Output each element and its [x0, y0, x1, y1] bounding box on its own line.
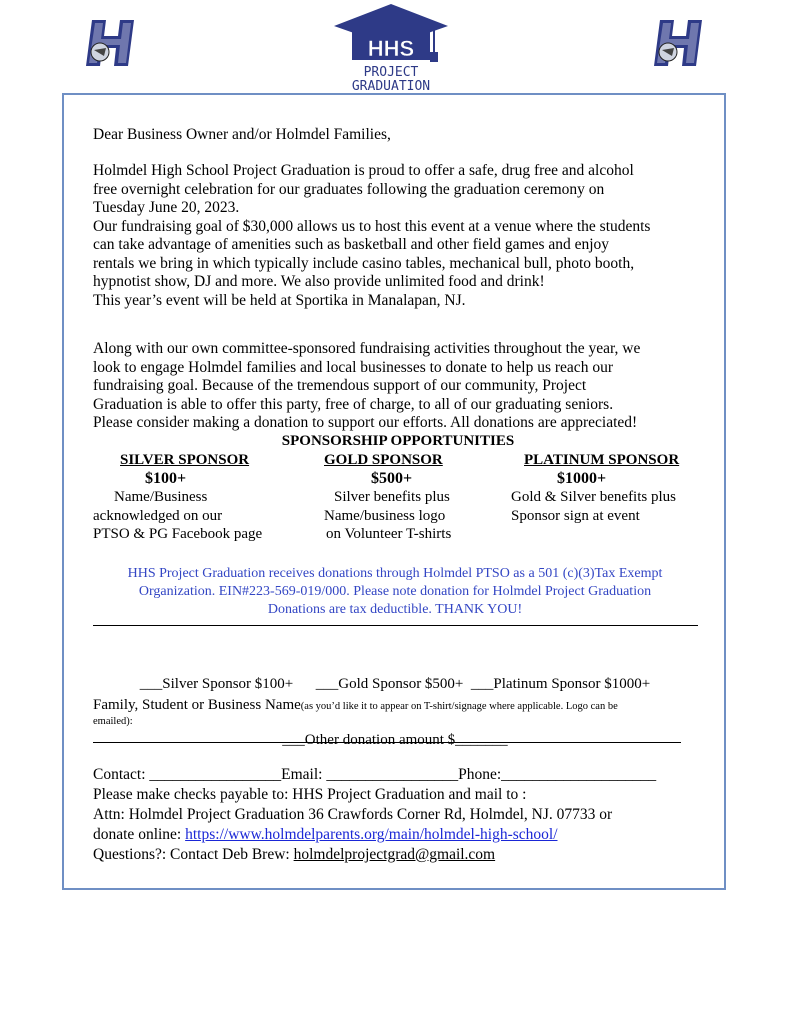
questions-label: Questions?: Contact Deb Brew:: [93, 846, 294, 863]
support-paragraph: [93, 340, 703, 433]
platinum-tier-price: $1000+: [557, 469, 607, 487]
donate-online-line: [93, 826, 703, 845]
contact-line[interactable]: Contact: _________________Email: _________________Phone:____________________: [93, 766, 657, 783]
intro-paragraph: [93, 162, 703, 310]
logo-project-text: PROJECT: [363, 65, 419, 80]
silver-tier-benefit: PTSO & PG Facebook page: [93, 526, 263, 542]
gold-sponsor-tier: [324, 451, 484, 544]
mailing-address-line: Attn: Holmdel Project Graduation 36 Crawfords Corner Rd, Holmdel, NJ. 07733 or: [93, 806, 613, 823]
support-line: fundraising goal. Because of the tremendous support of our community, Project: [93, 377, 587, 394]
donate-online-label: donate online:: [93, 826, 186, 843]
contact-email-link[interactable]: holmdelprojectgrad@gmail.com: [293, 846, 496, 863]
other-donation-amount[interactable]: ___Other donation amount $_______: [282, 731, 508, 748]
intro-line: Tuesday June 20, 2023.: [93, 199, 240, 216]
tax-exempt-note: [80, 565, 710, 619]
platinum-sponsor-tier: [511, 451, 711, 525]
platinum-tier-name: PLATINUM SPONSOR: [524, 452, 680, 468]
holmdel-h-logo-right: [652, 16, 706, 70]
donate-online-link[interactable]: https://www.holmdelparents.org/main/holmdel-high-school/: [185, 826, 558, 843]
name-field-note-cont: emailed):: [93, 716, 133, 727]
tax-note-line: HHS Project Graduation receives donations through Holmdel PTSO as a 501 (c)(3)Tax Exempt: [127, 566, 663, 581]
greeting: Dear Business Owner and/or Holmdel Families,: [93, 126, 391, 143]
intro-line: Holmdel High School Project Graduation is proud to offer a safe, drug free and alcohol: [93, 162, 634, 179]
name-field-line[interactable]: [93, 742, 681, 743]
gold-tier-benefit: Name/business logo: [324, 507, 446, 524]
silver-tier-benefit: Name/Business: [114, 489, 208, 505]
questions-line: [93, 846, 703, 865]
tax-note-line: Donations are tax deductible. THANK YOU!: [267, 602, 523, 617]
intro-line: Our fundraising goal of $30,000 allows us to host this event at a venue where the students: [93, 217, 651, 235]
form-divider: [93, 625, 698, 626]
intro-line: This year’s event will be held at Sportika in Manalapan, NJ.: [93, 291, 466, 309]
silver-tier-name: SILVER SPONSOR: [120, 452, 250, 468]
name-field-note: (as you’d like it to appear on T-shirt/signage where applicable. Logo can be: [300, 701, 618, 712]
gold-tier-name: GOLD SPONSOR: [324, 452, 443, 468]
checks-payable-line: Please make checks payable to: HHS Project Graduation and mail to :: [93, 786, 527, 803]
donation-tier-options[interactable]: ___Silver Sponsor $100+ ___Gold Sponsor $500+ ___Platinum Sponsor $1000+: [139, 676, 651, 692]
intro-line: hypnotist show, DJ and more. We also provide unlimited food and drink!: [93, 273, 545, 290]
intro-line: can take advantage of amenities such as basketball and other field games and enjoy: [93, 236, 610, 253]
silver-sponsor-tier: [93, 451, 283, 544]
name-field: [93, 696, 703, 728]
platinum-tier-benefit: Gold & Silver benefits plus: [511, 489, 676, 505]
logo-graduation-text: GRADUATION: [351, 79, 431, 94]
silver-tier-price: $100+: [145, 469, 187, 487]
intro-line: rentals we bring in which typically include casino tables, mechanical bull, photo booth,: [93, 254, 635, 272]
platinum-tier-benefit: Sponsor sign at event: [511, 507, 640, 524]
intro-line: free overnight celebration for our graduates following the graduation ceremony on: [93, 180, 605, 198]
gold-tier-benefit: Silver benefits plus: [334, 489, 450, 505]
support-line: Please consider making a donation to support our efforts. All donations are appreciated!: [93, 414, 638, 431]
gold-tier-price: $500+: [371, 469, 413, 487]
silver-tier-benefit: acknowledged on our: [93, 507, 223, 524]
gold-tier-benefit: on Volunteer T-shirts: [326, 526, 452, 542]
tax-note-line: Organization. EIN#223-569-019/000. Please note donation for Holmdel Project Graduation: [138, 584, 652, 599]
logo-hhs-text: HHS: [367, 36, 415, 61]
sponsorship-heading: SPONSORSHIP OPPORTUNITIES: [281, 433, 515, 449]
support-line: Along with our own committee-sponsored fundraising activities throughout the year, we: [93, 340, 641, 357]
name-field-label: Family, Student or Business Name: [93, 697, 301, 713]
support-line: Graduation is able to offer this party, free of charge, to all of our graduating seniors.: [93, 395, 614, 413]
hhs-project-graduation-logo: [330, 2, 452, 94]
holmdel-h-logo-left: [84, 16, 138, 70]
support-line: look to engage Holmdel families and local businesses to donate to help us reach our: [93, 358, 613, 376]
